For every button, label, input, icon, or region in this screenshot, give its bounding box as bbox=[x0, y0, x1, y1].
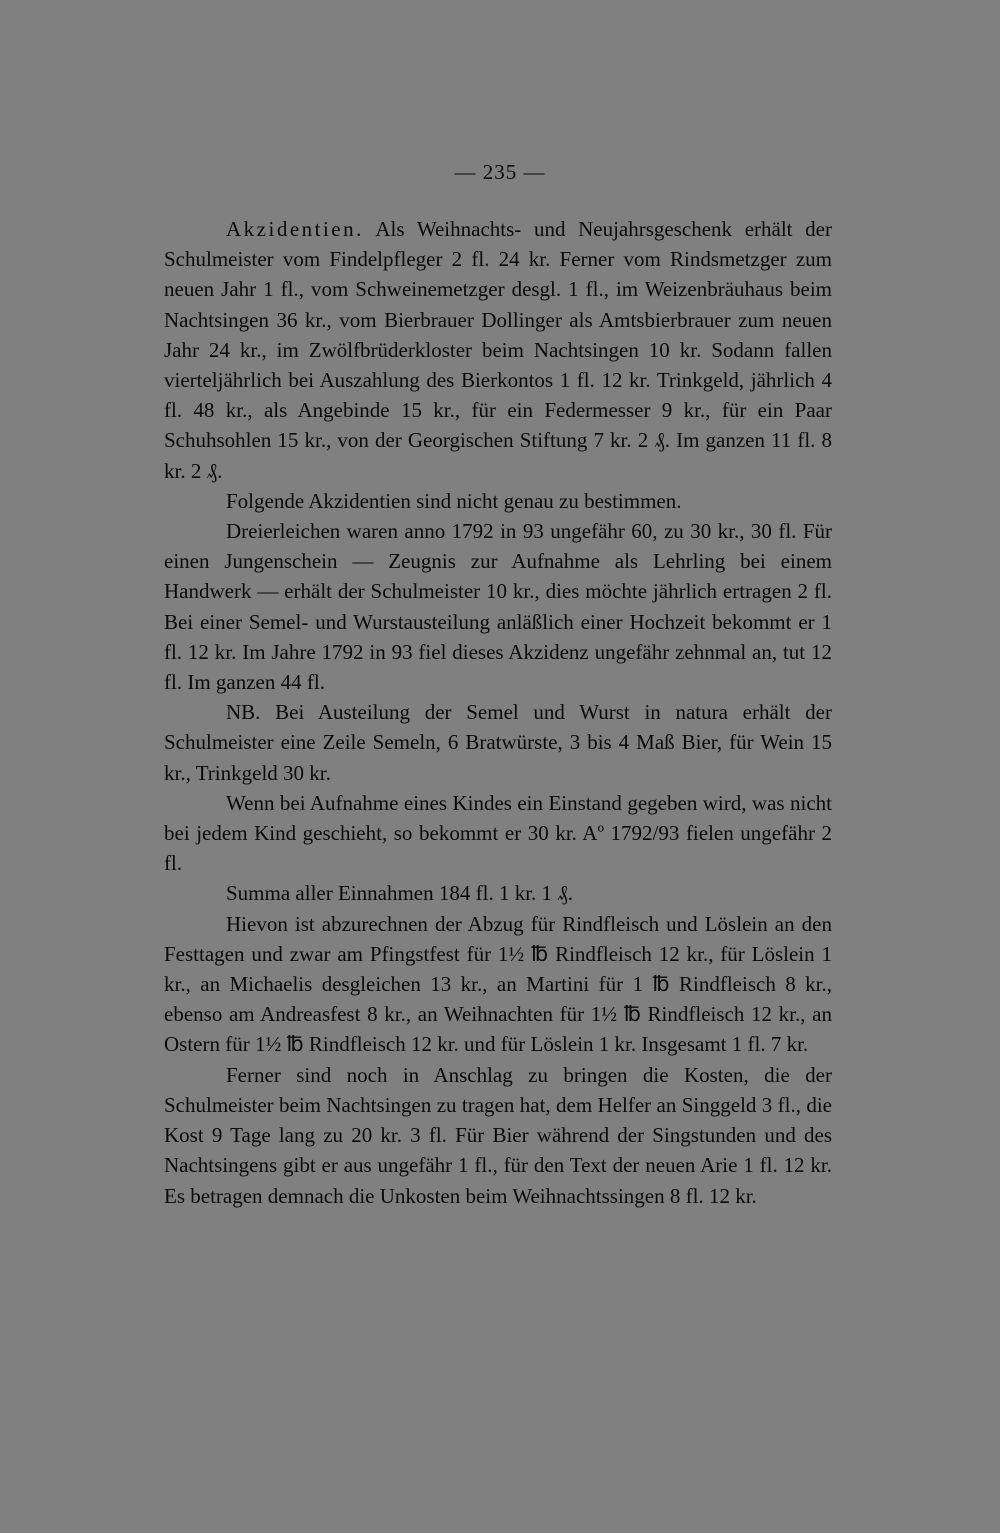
paragraph: NB. Bei Austeilung der Semel und Wurst in natura erhält der Schulmeister eine Zeile Semeln, 6 Bratwürste, 3 bis 4 Maß Bier, für Wein 15 kr., Trinkgeld 30 kr. bbox=[164, 700, 832, 785]
page-number: — 235 — bbox=[454, 160, 546, 184]
paragraph-akzidentien bbox=[164, 214, 832, 486]
paragraph: Ferner sind noch in Anschlag zu bringen die Kosten, die der Schulmeister beim Nachtsingen zu tragen hat, dem Helfer an Singgeld 3 fl., die Kost 9 Tage lang zu 20 kr. 3 fl. Für Bier während der Singstunden und des Nachtsingens gibt er aus ungefähr 1 fl., für den Text der neuen Arie 1 fl. 12 kr. Es betragen demnach die Unkosten beim Weihnachtssingen 8 fl. 12 kr. bbox=[164, 1062, 832, 1208]
paragraph: Folgende Akzidentien sind nicht genau zu bestimmen. bbox=[226, 488, 682, 513]
paragraph: Dreierleichen waren anno 1792 in 93 ungefähr 60, zu 30 kr., 30 fl. Für einen Jungenschein — Zeugnis zur Aufnahme als Lehrling bei einem Handwerk — erhält der Schulmeister 10 kr., dies möchte jährlich ertragen 2 fl. Bei einer Semel- und Wurstausteilung anläßlich einer Hochzeit bekommt er 1 fl. 12 kr. Im Jahre 1792 in 93 fiel dieses Akzidenz ungefähr zehnmal an, tut 12 fl. Im ganzen 44 fl. bbox=[164, 519, 832, 695]
paragraph: Hievon ist abzurechnen der Abzug für Rindfleisch und Löslein an den Festtagen und zwar am Pfingstfest für 1½ ℔ Rindfleisch 12 kr., für Löslein 1 kr., an Michaelis desgleichen 13 kr., an Martini für 1 ℔ Rindfleisch 8 kr., ebenso am Andreasfest 8 kr., an Weihnachten für 1½ ℔ Rindfleisch 12 kr., an Ostern für 1½ ℔ Rindfleisch 12 kr. und für Löslein 1 kr. Insgesamt 1 fl. 7 kr. bbox=[164, 911, 832, 1057]
body-text bbox=[164, 214, 832, 1211]
paragraph-text: Als Weihnachts- und Neujahrsgeschenk erhält der Schulmeister vom Findelpfleger 2 fl. 24 kr. Ferner vom Rindsmetzger zum neuen Jahr 1 fl., vom Schweinemetzger desgl. 1 fl., im Weizenbräuhaus beim Nachtsingen 36 kr., vom Bierbrauer Dollinger als Amtsbierbrauer zum neuen Jahr 24 kr., im Zwölfbrüderkloster beim Nachtsingen 10 kr. Sodann fallen vierteljährlich bei Auszahlung des Bierkontos 1 fl. 12 kr. Trinkgeld, jährlich 4 fl. 48 kr., als Angebinde 15 kr., für ein Federmesser 9 kr., für ein Paar Schuhsohlen 15 kr., von der Georgischen Stiftung 7 kr. 2 ₰. Im ganzen 11 fl. 8 kr. 2 ₰. bbox=[164, 217, 832, 483]
paragraph: Wenn bei Aufnahme eines Kindes ein Einstand gegeben wird, was nicht bei jedem Kind geschieht, so bekommt er 30 kr. Aº 1792/93 fielen ungefähr 2 fl. bbox=[164, 790, 832, 876]
section-lead: Akzidentien. bbox=[226, 217, 364, 241]
paragraph: Summa aller Einnahmen 184 fl. 1 kr. 1 ₰. bbox=[226, 881, 574, 906]
